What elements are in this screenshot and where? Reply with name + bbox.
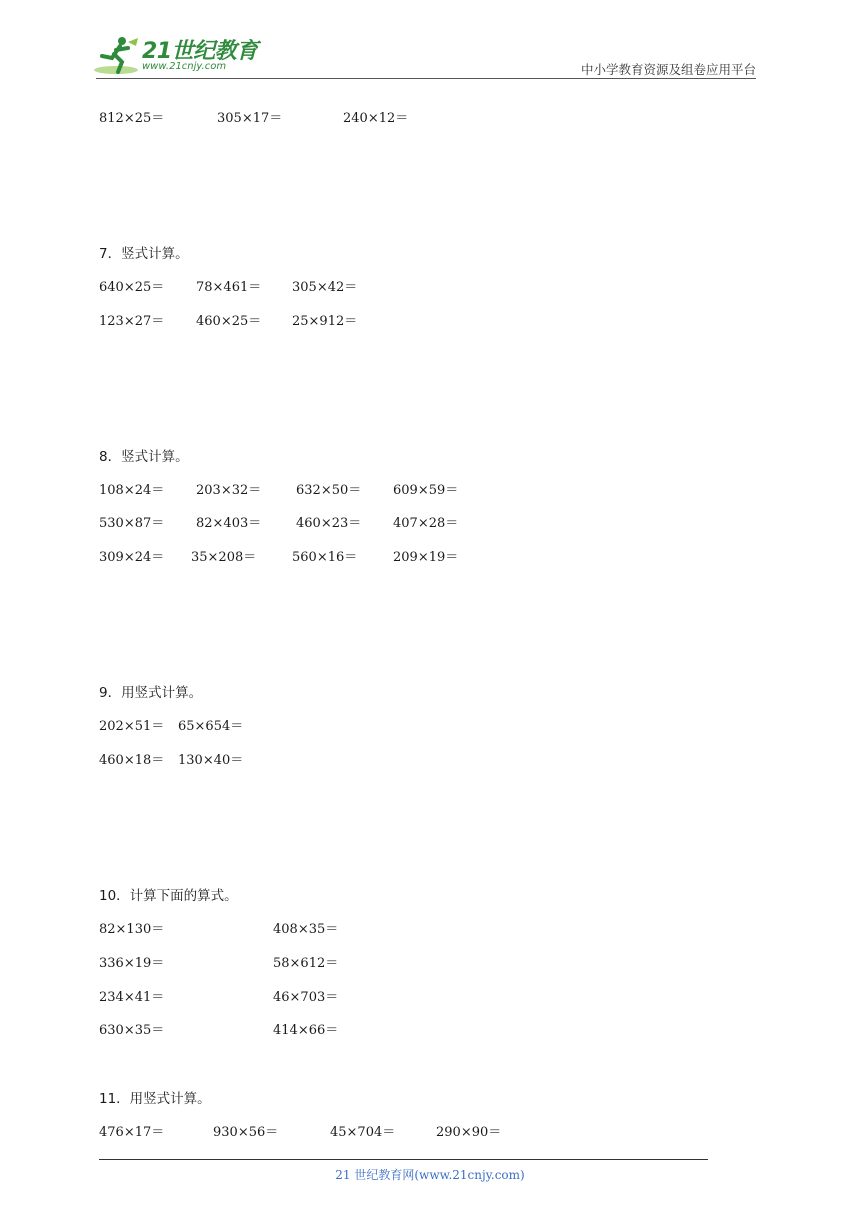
problem: 82×130＝ <box>99 922 165 937</box>
problem: 460×18＝ <box>99 753 165 768</box>
problem: 45×704＝ <box>330 1125 396 1140</box>
question-10-title: 10．计算下面的算式。 <box>99 888 238 904</box>
problem: 630×35＝ <box>99 1023 165 1038</box>
problem: 336×19＝ <box>99 956 165 971</box>
problem: 123×27＝ <box>99 314 165 329</box>
problem: 930×56＝ <box>213 1125 279 1140</box>
site-slogan: 中小学教育资源及组卷应用平台 <box>580 62 756 77</box>
problem: 408×35＝ <box>273 922 339 937</box>
question-8-title: 8．竖式计算。 <box>99 449 189 465</box>
problem: 530×87＝ <box>99 516 165 531</box>
problem: 202×51＝ <box>99 719 165 734</box>
problem: 240×12＝ <box>343 111 409 126</box>
problem: 476×17＝ <box>99 1125 165 1140</box>
problem: 82×403＝ <box>196 516 262 531</box>
problem: 209×19＝ <box>393 550 459 565</box>
problem: 35×208＝ <box>191 550 257 565</box>
problem: 414×66＝ <box>273 1023 339 1038</box>
problem: 460×23＝ <box>296 516 362 531</box>
problem: 560×16＝ <box>292 550 358 565</box>
problem: 632×50＝ <box>296 483 362 498</box>
problem: 812×25＝ <box>99 111 165 126</box>
problem: 305×17＝ <box>217 111 283 126</box>
problem: 25×912＝ <box>292 314 358 329</box>
problem: 460×25＝ <box>196 314 262 329</box>
problem: 58×612＝ <box>273 956 339 971</box>
problem: 108×24＝ <box>99 483 165 498</box>
problem: 309×24＝ <box>99 550 165 565</box>
logo-url: www.21cnjy.com <box>142 61 227 72</box>
problem: 65×654＝ <box>178 719 244 734</box>
problem: 305×42＝ <box>292 280 358 295</box>
footer-divider <box>99 1159 708 1160</box>
problem: 234×41＝ <box>99 990 165 1005</box>
question-7-title: 7．竖式计算。 <box>99 246 189 262</box>
question-9-title: 9．用竖式计算。 <box>99 685 203 701</box>
problem: 203×32＝ <box>196 483 262 498</box>
problem: 130×40＝ <box>178 753 244 768</box>
problem: 78×461＝ <box>196 280 262 295</box>
logo-text: 21世纪教育 <box>142 39 258 64</box>
problem: 407×28＝ <box>393 516 459 531</box>
problem: 640×25＝ <box>99 280 165 295</box>
header-divider <box>96 78 756 79</box>
problem: 46×703＝ <box>273 990 339 1005</box>
question-11-title: 11．用竖式计算。 <box>99 1091 211 1107</box>
site-logo[interactable] <box>92 34 262 80</box>
runner-logo-icon <box>92 34 142 78</box>
problem: 290×90＝ <box>436 1125 502 1140</box>
problem: 609×59＝ <box>393 483 459 498</box>
page-header <box>0 0 860 90</box>
footer-link[interactable]: 21 世纪教育网(www.21cnjy.com) <box>335 1168 525 1182</box>
